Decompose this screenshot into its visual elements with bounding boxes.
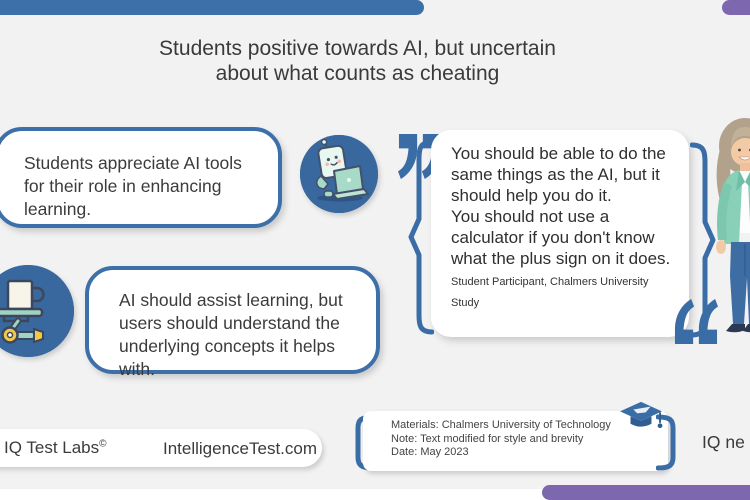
- graduation-cap-icon: [618, 400, 664, 440]
- copyright-symbol: ©: [99, 438, 107, 450]
- bottom-accent-bar-purple: [542, 485, 750, 500]
- speech-bubble-2: [85, 266, 380, 379]
- student-illustration: [707, 116, 750, 344]
- source-date: Date: May 2023: [391, 446, 469, 458]
- quote-paragraph-2: You should not use a calculator if you don't know what the plus sign on it does.: [451, 207, 671, 268]
- quote-paragraph-1: You should be able to do the same things as the AI, but it should help you do it.: [451, 144, 666, 205]
- robot-laptop-icon-svg: [300, 135, 378, 213]
- top-accent-bar-blue: [0, 0, 424, 15]
- bottom-right-label: IQ ne: [702, 432, 745, 452]
- robot-arm-icon-svg: [0, 265, 74, 357]
- speech-bubble-2-text: AI should assist learning, but users should understand the underlying concepts it helps with.: [119, 290, 343, 379]
- page-title: [0, 36, 715, 86]
- source-note: Note: Text modified for style and brevity: [391, 432, 584, 445]
- brand-name-text: IQ Test Labs: [4, 438, 100, 457]
- speech-bubble-1: [0, 127, 282, 228]
- brand-pill: [0, 429, 322, 467]
- robot-arm-icon: [0, 265, 74, 357]
- website-link[interactable]: IntelligenceTest.com: [163, 439, 318, 458]
- brand-name: [4, 438, 107, 458]
- quote-attribution: Student Participant, Chalmers University Study: [451, 276, 649, 309]
- page-title-line2: about what counts as cheating: [215, 62, 500, 85]
- top-accent-bar-purple: [722, 0, 750, 15]
- quote-text: [451, 143, 679, 314]
- page-title-line1: Students positive towards AI, but uncertain: [159, 37, 556, 60]
- source-materials: Materials: Chalmers University of Technology: [391, 419, 611, 431]
- quote-card: [431, 130, 689, 337]
- robot-laptop-icon: [300, 135, 378, 213]
- speech-bubble-1-text: Students appreciate AI tools for their role in enhancing learning.: [24, 153, 242, 219]
